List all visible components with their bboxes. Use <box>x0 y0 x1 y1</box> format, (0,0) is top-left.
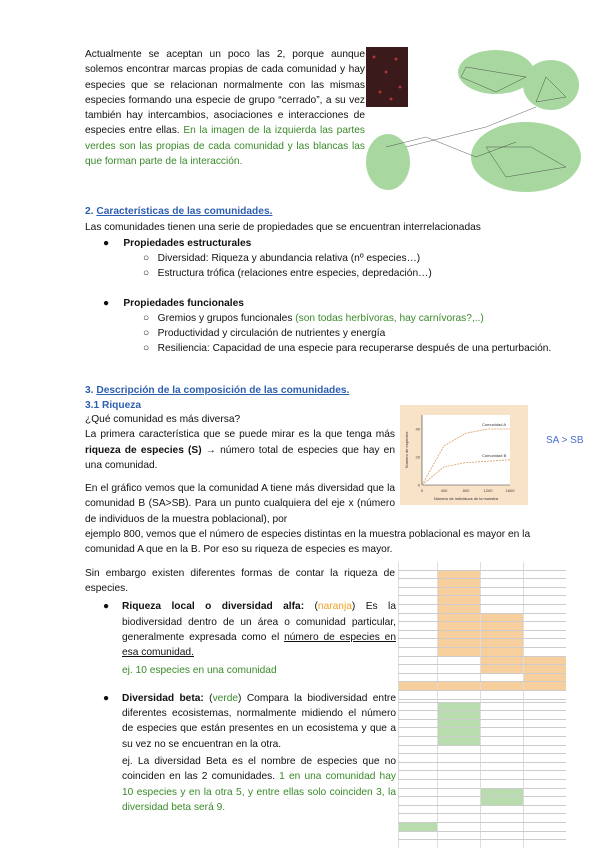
table-cell <box>481 728 524 737</box>
table-cell <box>481 771 524 780</box>
table-cell <box>481 673 524 682</box>
sub-bullet-green: (son todas herbívoras, hay carnívoras?,..) <box>295 313 484 324</box>
sub-bullet-text: Resiliencia: Capacidad de una especie para recuperarse después de una perturbación. <box>157 343 552 354</box>
table-cell <box>524 570 567 579</box>
table-row <box>399 682 567 691</box>
table-cell <box>438 570 481 579</box>
table-cell <box>481 840 524 848</box>
table-row <box>399 814 567 823</box>
table-cell <box>438 579 481 588</box>
text: ej. La diversidad Beta es el nombre de especies que no coinciden en las 2 comunidades. <box>122 755 396 783</box>
table-row <box>399 831 567 840</box>
table-cell <box>399 682 438 691</box>
table-cell <box>524 771 567 780</box>
table-cell <box>481 587 524 596</box>
table-row <box>399 702 567 711</box>
table-cell <box>399 596 438 605</box>
table-cell <box>399 736 438 745</box>
table-cell <box>438 788 481 797</box>
table-row <box>399 762 567 771</box>
y-axis-label: Número de especies <box>404 431 409 469</box>
table-cell <box>399 622 438 631</box>
table-cell <box>481 694 524 702</box>
table-cell <box>524 579 567 588</box>
table-row <box>399 673 567 682</box>
beta-color: verde <box>212 692 239 704</box>
table-cell <box>481 797 524 806</box>
table-cell <box>399 613 438 622</box>
table-row <box>399 805 567 814</box>
table-cell <box>524 745 567 754</box>
table-cell <box>399 665 438 674</box>
table-cell <box>399 745 438 754</box>
table-cell <box>481 788 524 797</box>
table-cell <box>481 562 524 570</box>
table-cell <box>481 805 524 814</box>
alpha-example: ej. 10 especies en una comunidad <box>122 665 277 677</box>
table-cell <box>399 630 438 639</box>
table-cell <box>438 711 481 720</box>
x-axis-label: Número de individuos de la muestra <box>433 496 499 501</box>
y-tick-label: 20 <box>415 454 420 460</box>
table-cell <box>438 639 481 648</box>
text: Es la biodiversidad dentro de un área o comunidad particular, generalmente expresada como el <box>122 601 396 643</box>
sub-bullet-text: Estructura trófica (relaciones entre especies, depredación…) <box>157 268 432 279</box>
table-cell <box>481 711 524 720</box>
table-cell <box>399 702 438 711</box>
beta-label: Diversidad beta: <box>122 692 204 704</box>
formula: SA > SB <box>546 435 584 446</box>
series-label: Comunidad B <box>482 452 507 458</box>
alpha-color: naranja <box>317 601 352 613</box>
table-cell <box>399 719 438 728</box>
table-cell <box>481 630 524 639</box>
bullet-functional: ● Propiedades funcionales <box>103 298 244 309</box>
sub-bullet-text: Diversidad: Riqueza y abundancia relativa (nº especies…) <box>157 253 421 264</box>
text: La primera característica que se puede mirar es la que tenga más <box>85 429 395 441</box>
table-cell <box>438 656 481 665</box>
text: → número total de especies que hay en una comunidad. <box>85 444 395 471</box>
table-row <box>399 797 567 806</box>
table-cell <box>438 630 481 639</box>
table-cell <box>524 831 567 840</box>
table-cell <box>524 562 567 570</box>
table-row <box>399 665 567 674</box>
table-cell <box>438 797 481 806</box>
graph-paragraph: En el gráfico vemos que la comunidad A tiene más diversidad que la comunidad B (SA>SB). Para un punto cualquiera del eje x (número de individuos de la muestra poblacional), por <box>85 483 395 525</box>
intro-green-text: En la imagen de la izquierda las partes verdes son las propias de cada comunidad y las blancas las que forman parte de la interacción. <box>85 125 365 168</box>
table-row <box>399 604 567 613</box>
beta-example <box>122 754 396 815</box>
alpha-label: Riqueza local o diversidad alfa: <box>122 601 305 613</box>
underlined-text: número de especies en esa comunidad. <box>122 631 397 659</box>
table-row <box>399 788 567 797</box>
subsection-heading: 3.1 Riqueza <box>85 400 142 411</box>
graph-paragraph-cont: ejemplo 800, vemos que el número de especies distintas en la muestra poblacional es mayor en la comunidad A que en la B. Por eso su riqueza de especies es mayor. <box>85 529 531 556</box>
table-cell <box>438 665 481 674</box>
table-cell <box>438 745 481 754</box>
table-cell <box>481 754 524 763</box>
table-row <box>399 579 567 588</box>
table-cell <box>438 673 481 682</box>
table-cell <box>399 587 438 596</box>
table-cell <box>524 797 567 806</box>
table-cell <box>399 797 438 806</box>
table-cell <box>524 656 567 665</box>
table-cell <box>481 647 524 656</box>
sub-bullet: ○ Diversidad: Riqueza y abundancia relativa (nº especies…) <box>143 253 421 264</box>
table-cell <box>481 604 524 613</box>
y-tick-label: 40 <box>415 426 420 432</box>
table-cell <box>481 779 524 788</box>
table-cell <box>399 604 438 613</box>
table-cell <box>524 639 567 648</box>
table-cell <box>481 745 524 754</box>
table-row <box>399 779 567 788</box>
table-row <box>399 647 567 656</box>
table-cell <box>438 622 481 631</box>
question: ¿Qué comunidad es más diversa? <box>85 414 241 425</box>
table-cell <box>438 736 481 745</box>
bullet-label: Propiedades estructurales <box>123 238 252 249</box>
table-cell <box>399 754 438 763</box>
series-label: Comunidad A <box>482 422 507 427</box>
section-2-intro: Las comunidades tienen una serie de propiedades que se encuentran interrelacionadas <box>85 222 481 233</box>
table-cell <box>481 639 524 648</box>
table-cell <box>524 814 567 823</box>
table-cell <box>524 587 567 596</box>
table-cell <box>438 702 481 711</box>
table-cell <box>438 694 481 702</box>
table-cell <box>481 579 524 588</box>
table-cell <box>438 728 481 737</box>
table-cell <box>399 579 438 588</box>
table-row <box>399 736 567 745</box>
richness-paragraph <box>85 427 395 473</box>
table-cell <box>438 647 481 656</box>
table-cell <box>438 604 481 613</box>
beta-table-image <box>398 694 566 848</box>
section-num: 3. <box>85 385 94 396</box>
table-cell <box>524 762 567 771</box>
table-row <box>399 771 567 780</box>
sub-bullet-text: Productividad y circulación de nutrientes y energía <box>157 328 386 339</box>
table-row <box>399 745 567 754</box>
alpha-paragraph: ● Riqueza local o diversidad alfa: (naranja) Es la biodiversidad dentro de un área o comunidad particular, generalmente expresada como el número de especies en esa comunidad. <box>103 601 397 659</box>
table-cell <box>438 587 481 596</box>
table-row <box>399 570 567 579</box>
beta-paragraph: ● Diversidad beta: (verde) Compara la biodiversidad entre diferentes ecosistemas, normalmente midiendo el número de especies que están presentes en un ecosistema y que a su vez no se encuentran en la otra. <box>103 692 396 750</box>
text: Compara la biodiversidad entre diferentes ecosistemas, normalmente midiendo el número de especies que están presentes en un ecosistema y que a su vez no se encuentran en la otra. <box>122 692 396 750</box>
green-text: 1 en una comunidad hay 10 especies y en la otra 5, y entre ellas solo coinciden 3, la diversidad beta será 9. <box>122 771 396 813</box>
table-cell <box>438 805 481 814</box>
table-cell <box>524 694 567 702</box>
alpha-table-image <box>398 562 566 700</box>
table-row <box>399 613 567 622</box>
x-tick-label: 1600 <box>505 488 515 493</box>
table-cell <box>481 682 524 691</box>
table-row <box>399 656 567 665</box>
table-cell <box>399 711 438 720</box>
table-row <box>399 694 567 702</box>
table-cell <box>399 673 438 682</box>
x-tick-label: 400 <box>440 488 448 493</box>
table-cell <box>438 682 481 691</box>
table-cell <box>481 596 524 605</box>
intro-text: Actualmente se aceptan un poco las 2, porque aunque solemos encontrar marcas propias de cada comunidad y hay especies que se relacionan normalmente con las mismas especies formando una especie de grupo “cerrado”, a su vez también hay intercambios, asociaciones e interacciones de especies entre ellas. <box>85 49 365 137</box>
table-cell <box>399 656 438 665</box>
section-num: 2. <box>85 206 94 217</box>
sub-bullet: ○ Gremios y grupos funcionales (son todas herbívoras, hay carnívoras?,..) <box>143 313 484 324</box>
table-cell <box>399 562 438 570</box>
table-cell <box>524 647 567 656</box>
table-cell <box>399 639 438 648</box>
table-cell <box>524 805 567 814</box>
table-cell <box>438 814 481 823</box>
table-cell <box>524 840 567 848</box>
table-cell <box>524 788 567 797</box>
intro-paragraph <box>85 47 365 169</box>
table-cell <box>481 665 524 674</box>
table-row <box>399 728 567 737</box>
table-cell <box>438 771 481 780</box>
table-cell <box>524 754 567 763</box>
table-cell <box>438 613 481 622</box>
table-cell <box>481 736 524 745</box>
table-row <box>399 840 567 848</box>
table-cell <box>438 822 481 831</box>
table-cell <box>438 762 481 771</box>
table-cell <box>399 831 438 840</box>
table-cell <box>524 728 567 737</box>
table-row <box>399 587 567 596</box>
table-cell <box>524 682 567 691</box>
table-cell <box>438 596 481 605</box>
bullet-marker: ● <box>103 692 110 704</box>
bullet-structural: ● Propiedades estructurales <box>103 238 252 249</box>
richness-chart <box>400 405 528 505</box>
table-cell <box>524 673 567 682</box>
table-row <box>399 622 567 631</box>
table-cell <box>524 736 567 745</box>
sub-bullet: ○ Productividad y circulación de nutrientes y energía <box>143 328 386 339</box>
table-cell <box>524 630 567 639</box>
table-cell <box>438 754 481 763</box>
bullet-label: Propiedades funcionales <box>123 298 244 309</box>
table-cell <box>399 647 438 656</box>
table-cell <box>481 570 524 579</box>
table-cell <box>438 831 481 840</box>
table-cell <box>481 622 524 631</box>
table-cell <box>399 771 438 780</box>
counting-paragraph: Sin embargo existen diferentes formas de contar la riqueza de especies. <box>85 567 395 594</box>
bullet-marker: ● <box>103 601 110 613</box>
table-cell <box>524 596 567 605</box>
table-cell <box>399 814 438 823</box>
table-cell <box>399 805 438 814</box>
table-cell <box>524 665 567 674</box>
table-cell <box>524 711 567 720</box>
section-title: Descripción de la composición de las comunidades. <box>96 385 350 396</box>
table-cell <box>399 570 438 579</box>
table-row <box>399 711 567 720</box>
section-2-heading <box>85 204 272 219</box>
x-tick-label: 1200 <box>483 488 493 493</box>
community-network-image <box>366 47 583 192</box>
table-cell <box>438 719 481 728</box>
sub-bullet: ○ Estructura trófica (relaciones entre especies, depredación…) <box>143 268 432 279</box>
table-cell <box>438 840 481 848</box>
table-cell <box>399 694 438 702</box>
table-cell <box>399 779 438 788</box>
table-cell <box>481 762 524 771</box>
table-cell <box>481 822 524 831</box>
table-cell <box>524 613 567 622</box>
table-row <box>399 596 567 605</box>
table-cell <box>481 702 524 711</box>
table-cell <box>399 822 438 831</box>
table-cell <box>481 656 524 665</box>
table-cell <box>438 562 481 570</box>
table-cell <box>399 788 438 797</box>
table-row <box>399 562 567 570</box>
table-cell <box>399 728 438 737</box>
sub-bullet: ○ Resiliencia: Capacidad de una especie para recuperarse después de una perturbación. <box>143 343 552 354</box>
table-cell <box>481 613 524 622</box>
table-cell <box>481 719 524 728</box>
y-tick-label: 0 <box>417 482 420 488</box>
table-row <box>399 719 567 728</box>
table-cell <box>524 604 567 613</box>
table-cell <box>438 779 481 788</box>
table-cell <box>399 840 438 848</box>
section-3-heading <box>85 383 349 398</box>
table-cell <box>524 822 567 831</box>
table-cell <box>524 622 567 631</box>
table-row <box>399 754 567 763</box>
table-row <box>399 822 567 831</box>
x-tick-label: 800 <box>462 488 470 493</box>
table-cell <box>399 762 438 771</box>
table-row <box>399 630 567 639</box>
bold-term: riqueza de especies (S) <box>85 444 202 456</box>
table-cell <box>481 831 524 840</box>
table-cell <box>481 814 524 823</box>
table-cell <box>524 702 567 711</box>
x-tick-label: 0 <box>420 488 424 493</box>
table-cell <box>524 719 567 728</box>
sub-bullet-text: Gremios y grupos funcionales <box>157 313 293 324</box>
table-cell <box>524 779 567 788</box>
section-title: Características de las comunidades. <box>96 206 273 217</box>
table-row <box>399 639 567 648</box>
